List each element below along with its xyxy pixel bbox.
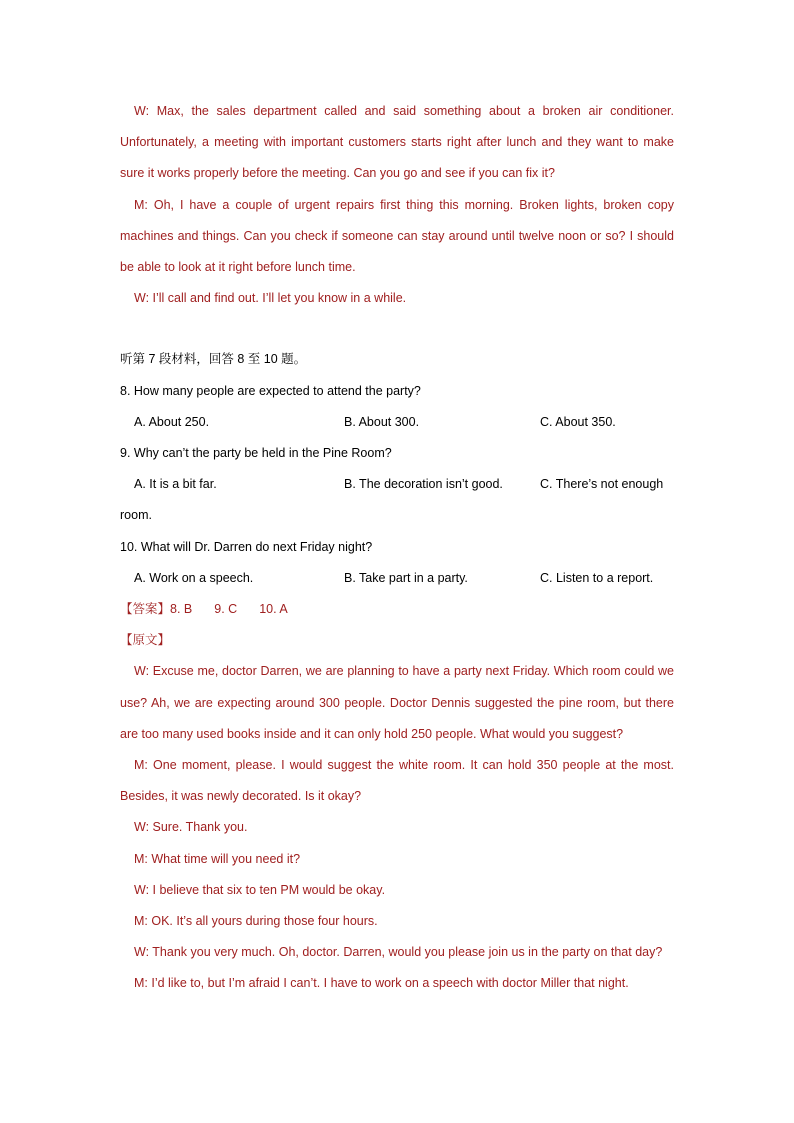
dialogue-line: W: I’ll call and find out. I’ll let you know in a while. (134, 291, 407, 306)
answer-key (120, 594, 674, 625)
dialogue-line: W: I believe that six to ten PM would be okay. (134, 882, 386, 897)
option-c: C. About 350. (540, 414, 616, 429)
question-text: 8. How many people are expected to attend the party? (120, 383, 421, 398)
dialogue-line: W: Thank you very much. Oh, doctor. Darren, would you please join us in the party on that day? (134, 945, 663, 960)
option-c: C. There’s not enough (540, 477, 664, 492)
option-a: A. About 250. (134, 414, 210, 429)
dialogue-line: M: What time will you need it? (134, 851, 301, 866)
dialogue-line: M: Oh, I have a couple of urgent repairs first thing this morning. Broken lights, broken copy machines and things. Can you check if someone can stay around until twelve noon or so? I should be able to look at it right before lunch time. (120, 197, 674, 275)
question-text: 9. Why can’t the party be held in the Pine Room? (120, 446, 392, 461)
option-a: A. It is a bit far. (134, 477, 217, 492)
original-text-label: 【原文】 (120, 633, 171, 648)
dialogue-line: W: Max, the sales department called and said something about a broken air conditioner. Unfortunately, a meeting with important customers starts right after lunch and they want to make sure it works properly before the meeting. Can you go and see if you can fix it? (120, 104, 674, 181)
option-a: A. Work on a speech. (134, 570, 254, 585)
dialogue-line: M: One moment, please. I would suggest the white room. It can hold 350 people at the most. Besides, it was newly decorated. Is it okay? (120, 758, 674, 804)
question-9 (120, 438, 674, 532)
dialogue-1 (120, 96, 674, 314)
answer-item: 9. C (214, 602, 238, 616)
dialogue-line: W: Excuse me, doctor Darren, we are planning to have a party next Friday. Which room could we use? Ah, we are expecting around 300 people. Doctor Dennis suggested the pine room, but there are too many used books inside and it can only hold 250 people. What would you suggest? (120, 664, 674, 741)
document-page (120, 96, 674, 1000)
options-row (120, 407, 674, 438)
question-10 (120, 532, 674, 594)
option-b: B. Take part in a party. (344, 570, 468, 585)
question-8 (120, 376, 674, 438)
section-heading: 听第 7 段材料，回答 8 至 10 题。 (120, 352, 307, 367)
spacer (120, 314, 674, 344)
question-text: 10. What will Dr. Darren do next Friday night? (120, 539, 373, 554)
options-row (120, 563, 674, 594)
option-b: B. About 300. (344, 414, 420, 429)
answer-item: 10. A (259, 602, 288, 616)
option-c-continued: room. (120, 508, 152, 523)
option-b: B. The decoration isn’t good. (344, 477, 503, 492)
options-row (120, 469, 674, 500)
dialogue-line: M: OK. It’s all yours during those four hours. (134, 914, 378, 929)
dialogue-2 (120, 656, 674, 999)
option-c: C. Listen to a report. (540, 570, 654, 585)
answer-item: 8. B (170, 602, 193, 616)
dialogue-line: W: Sure. Thank you. (134, 820, 248, 835)
answer-label: 【答案】 (120, 602, 171, 616)
dialogue-line: M: I’d like to, but I’m afraid I can’t. I have to work on a speech with doctor Miller that night. (134, 976, 629, 991)
